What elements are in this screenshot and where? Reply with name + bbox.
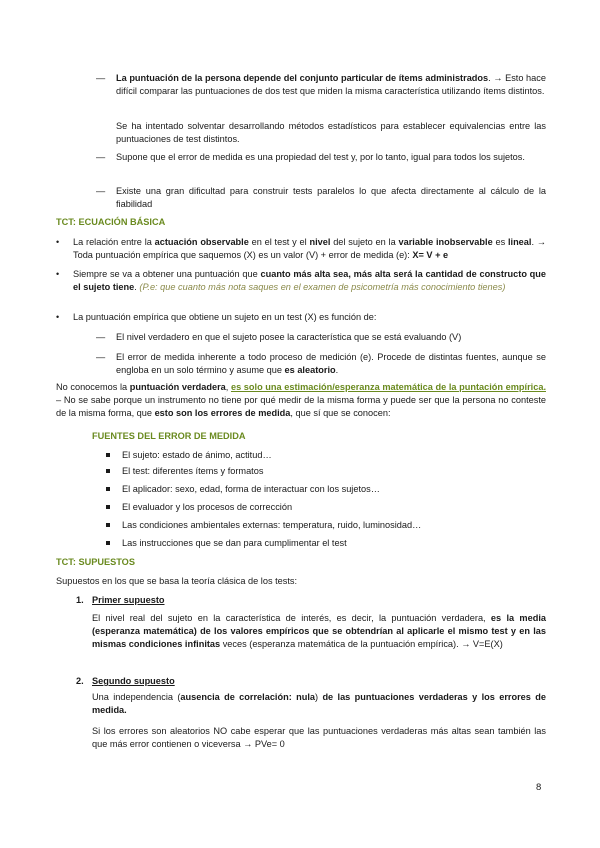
item-extra: Se ha intentado solventar desarrollando métodos estadísticos para establecer equivalencias entre las puntuaciones de test distintos.	[116, 121, 546, 144]
highlighted-link[interactable]: es solo una estimación/esperanza matemática de la puntación empírica.	[230, 382, 546, 392]
square-bullet-icon	[106, 505, 110, 509]
list-item	[56, 268, 546, 294]
section-heading: TCT: SUPUESTOS	[56, 557, 135, 567]
bold-text: esto son los errores de medida	[154, 408, 291, 418]
item-text: Supone que el error de medida es una propiedad del test y, por lo tanto, igual para todos los sujetos.	[116, 152, 525, 162]
bold-text: es la media (esperanza matemática) de los valores empíricos que se obtendrían al aplicarle el mismo test y en las mismas condiciones infinitas	[92, 613, 546, 649]
item-text: El evaluador y los procesos de corrección	[122, 502, 293, 512]
list-item	[106, 483, 526, 496]
square-bullet-icon	[106, 523, 110, 527]
dash-marker: —	[96, 186, 106, 196]
item-lead: La puntuación de la persona depende del conjunto particular de ítems administrados	[116, 73, 489, 83]
bold-text: de las puntuaciones verdaderas y los errores de medida.	[92, 692, 546, 715]
list-number: 1.	[76, 595, 84, 605]
text: es	[492, 237, 508, 247]
section-heading: TCT: ECUACIÓN BÁSICA	[56, 217, 166, 227]
text: .	[134, 282, 140, 292]
list-item	[56, 311, 546, 324]
text: El nivel real del sujeto en la característica de interés, es decir, la puntuación verdadera,	[92, 613, 491, 623]
text: .	[335, 365, 339, 375]
text: – No se sabe porque un instrumento no tiene por qué medir de la misma forma y puede ser que la persona no conteste de la misma forma, que	[56, 395, 546, 418]
supuesto-body	[92, 612, 546, 651]
bullet-marker: •	[56, 312, 60, 322]
item-text: El test: diferentes ítems y formatos	[122, 466, 264, 476]
list-item	[96, 185, 546, 211]
bold-text: actuación observable	[154, 237, 249, 247]
bullet-marker: •	[56, 269, 60, 279]
paragraph	[56, 381, 546, 420]
bold-text: nivel	[309, 237, 331, 247]
item-text: El nivel verdadero en que el sujeto posee la característica que se está evaluando (V)	[116, 332, 462, 342]
square-bullet-icon	[106, 487, 110, 491]
text: )	[315, 692, 323, 702]
bullet-marker: •	[56, 237, 60, 247]
list-number: 2.	[76, 676, 84, 686]
text: veces (esperanza matemática de la puntuación empírica). → V=E(X)	[220, 639, 503, 649]
formula: X= V + e	[412, 250, 449, 260]
supuesto-title: Primer supuesto	[92, 595, 165, 605]
text: Siempre se va a obtener una puntuación que	[73, 269, 261, 279]
item-text: La puntuación empírica que obtiene un sujeto en un test (X) es función de:	[73, 312, 377, 322]
list-item	[106, 519, 526, 532]
list-item	[96, 72, 546, 98]
subsection-heading: FUENTES DEL ERROR DE MEDIDA	[92, 431, 246, 441]
page-number: 8	[536, 782, 542, 793]
supuesto-body	[92, 691, 546, 717]
dash-marker: —	[96, 332, 106, 342]
text: La relación entre la	[73, 237, 155, 247]
item-text: Existe una gran dificultad para construir tests paralelos lo que afecta directamente al cálculo de la fiabilidad	[116, 186, 546, 209]
bold-text: cuanto más alta sea, más alta será la cantidad de constructo que el sujeto tiene	[73, 269, 547, 292]
square-bullet-icon	[106, 541, 110, 545]
bold-text: ausencia de correlación: nula	[180, 692, 316, 702]
list-item	[106, 537, 526, 550]
list-item	[106, 449, 526, 462]
supuesto-title: Segundo supuesto	[92, 676, 175, 686]
bold-text: es aleatorio	[284, 365, 336, 375]
dash-marker: —	[96, 352, 106, 362]
example-note: (P.e: que cuanto más nota saques en el examen de psicometría más conocimiento tienes)	[139, 282, 506, 292]
text: El error de medida inherente a todo proceso de medición (e). Procede de distintas fuentes, aunque se engloba en un solo término y asume que	[116, 352, 546, 375]
item-text: Las instrucciones que se dan para cumplimentar el test	[122, 538, 347, 548]
list-item	[106, 501, 526, 514]
square-bullet-icon	[106, 453, 110, 457]
text: . → Toda puntuación empírica que saquemos (X) es un valor (V) + error de medida (e):	[73, 237, 546, 260]
supuesto-body-2: Si los errores son aleatorios NO cabe esperar que las puntuaciones verdaderas más altas sean también las que más error contienen o viceversa → PVe= 0	[92, 726, 546, 749]
text: ,	[225, 382, 231, 392]
list-item	[96, 151, 546, 164]
dash-marker: —	[96, 73, 106, 83]
item-text: Las condiciones ambientales externas: temperatura, ruido, luminosidad…	[122, 520, 422, 530]
text: Una independencia (	[92, 692, 181, 702]
item-text: . → Esto hace difícil comparar las puntuaciones de dos test que miden la misma característica utilizando ítems distintos.	[116, 73, 546, 96]
list-item	[96, 351, 546, 377]
text: del sujeto en la	[330, 237, 399, 247]
square-bullet-icon	[106, 469, 110, 473]
bold-text: variable inobservable	[398, 237, 493, 247]
list-item	[96, 331, 546, 344]
item-text: El aplicador: sexo, edad, forma de interactuar con los sujetos…	[122, 484, 380, 494]
item-text: El sujeto: estado de ánimo, actitud…	[122, 450, 272, 460]
bold-text: puntuación verdadera	[129, 382, 226, 392]
list-item	[56, 236, 546, 262]
intro-text: Supuestos en los que se basa la teoría clásica de los tests:	[56, 576, 298, 586]
text: en el test y el	[248, 237, 310, 247]
text: , que sí que se conocen:	[290, 408, 391, 418]
text: No conocemos la	[56, 382, 130, 392]
dash-marker: —	[96, 152, 106, 162]
bold-text: lineal	[507, 237, 532, 247]
list-item	[106, 465, 526, 478]
